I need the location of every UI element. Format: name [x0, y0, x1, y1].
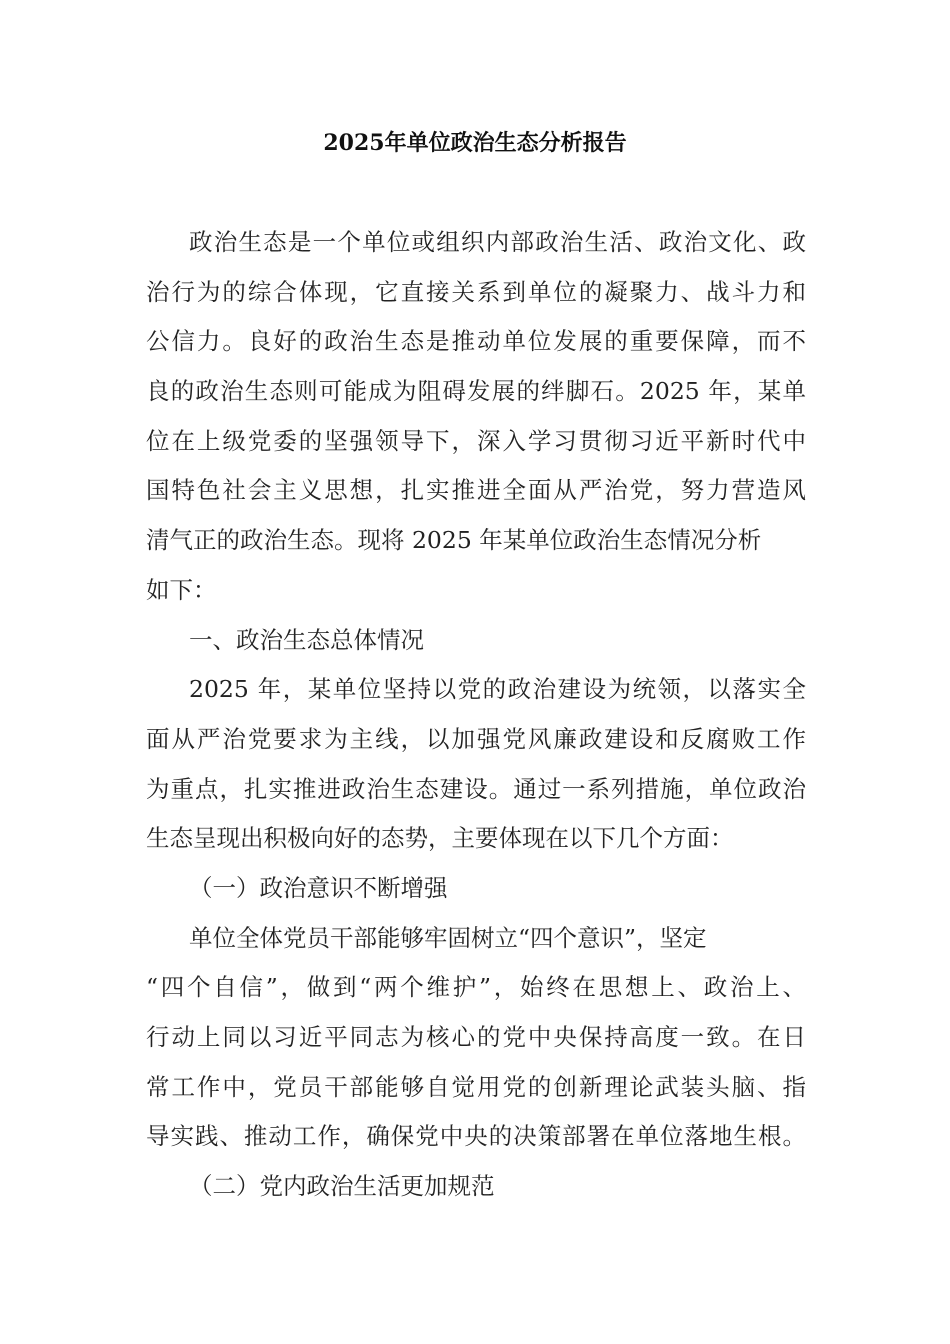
text-line: 单位全体党员干部能够牢固树立“四个意识”，坚定 [189, 923, 707, 952]
text-line: 为重点，扎实推进政治生态建设。通过一系列措施，单位政治 [146, 774, 806, 803]
text-line: 常工作中，党员干部能够自觉用党的创新理论武装头脑、指 [146, 1072, 806, 1101]
text-line: 国特色社会主义思想，扎实推进全面从严治党，努力营造风 [146, 476, 806, 505]
text-line: 生态呈现出积极向好的态势，主要体现在以下几个方面： [146, 824, 734, 853]
text-line: 公信力。良好的政治生态是推动单位发展的重要保障，而不 [146, 327, 806, 356]
text-line: 治行为的综合体现，它直接关系到单位的凝聚力、战斗力和 [146, 277, 806, 306]
text-line: 良的政治生态则可能成为阻碍发展的绊脚石。2025 年，某单 [146, 377, 806, 406]
text-line: 位在上级党委的坚强领导下，深入学习贯彻习近平新时代中 [146, 426, 806, 455]
text-line: （一）政治意识不断增强 [189, 873, 448, 902]
text-line: （二）党内政治生活更加规范 [189, 1172, 495, 1201]
text-line: 如下： [146, 575, 217, 604]
text-line: 行动上同以习近平同志为核心的党中央保持高度一致。在日 [146, 1023, 806, 1051]
text-line: “四个自信”，做到“两个维护”，始终在思想上、政治上、 [146, 973, 806, 1002]
document-body [146, 218, 806, 1212]
text-line: 面从严治党要求为主线，以加强党风廉政建设和反腐败工作 [146, 724, 806, 753]
text-line: 2025 年，某单位坚持以党的政治建设为统领，以落实全 [189, 675, 806, 704]
text-line: 清气正的政治生态。现将 2025 年某单位政治生态情况分析 [146, 526, 762, 555]
text-line: 一、政治生态总体情况 [189, 625, 424, 654]
text-line: 政治生态是一个单位或组织内部政治生活、政治文化、政 [189, 228, 806, 256]
document-title: 2025年单位政治生态分析报告 [323, 130, 627, 156]
text-line: 导实践、推动工作，确保党中央的决策部署在单位落地生根。 [146, 1122, 806, 1151]
